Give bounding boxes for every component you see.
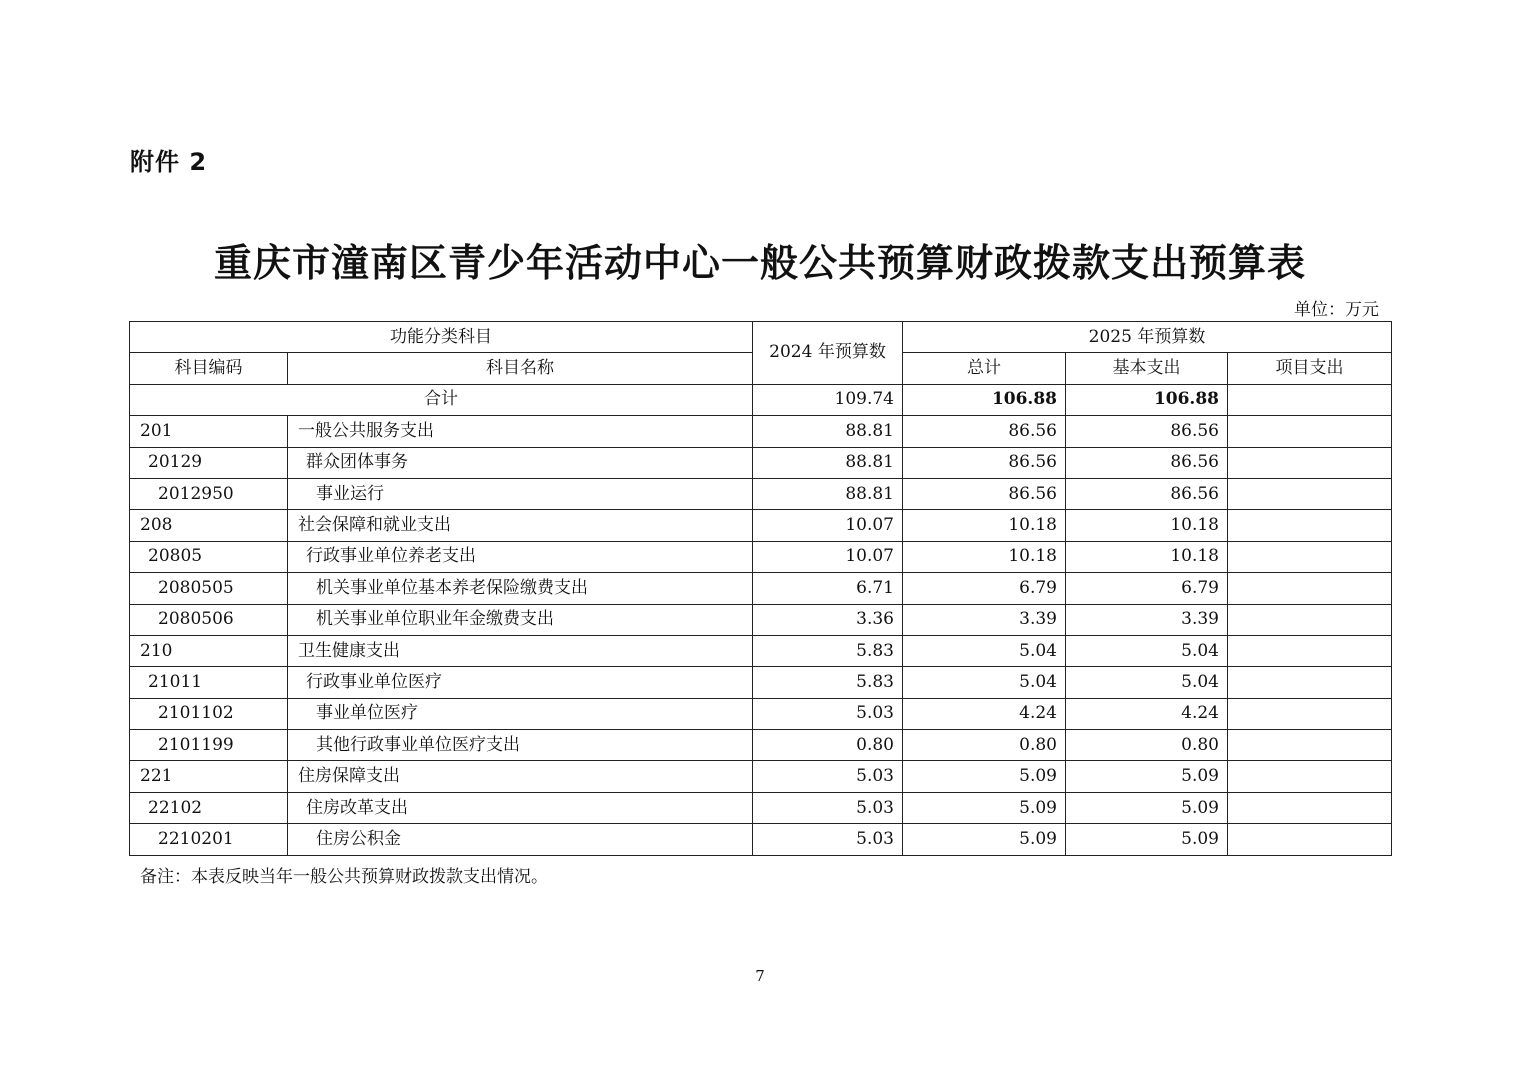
cell-basic: 5.09 xyxy=(1066,792,1228,823)
table-row xyxy=(130,698,1392,729)
cell-name: 住房公积金 xyxy=(288,824,753,855)
cell-total: 4.24 xyxy=(903,698,1066,729)
cell-basic: 10.18 xyxy=(1066,541,1228,572)
cell-y2024: 5.83 xyxy=(753,635,903,666)
cell-total: 5.09 xyxy=(903,792,1066,823)
cell-project xyxy=(1228,478,1392,509)
cell-total: 10.18 xyxy=(903,510,1066,541)
cell-basic: 5.09 xyxy=(1066,824,1228,855)
budget-table xyxy=(129,321,1392,856)
cell-project xyxy=(1228,541,1392,572)
cell-code: 210 xyxy=(130,635,288,666)
cell-basic: 6.79 xyxy=(1066,573,1228,604)
cell-basic: 0.80 xyxy=(1066,730,1228,761)
total-y2024: 109.74 xyxy=(753,384,903,415)
cell-total: 86.56 xyxy=(903,447,1066,478)
table-row xyxy=(130,541,1392,572)
cell-y2024: 6.71 xyxy=(753,573,903,604)
cell-name: 社会保障和就业支出 xyxy=(288,510,753,541)
cell-name: 机关事业单位基本养老保险缴费支出 xyxy=(288,573,753,604)
cell-basic: 5.04 xyxy=(1066,635,1228,666)
cell-basic: 86.56 xyxy=(1066,478,1228,509)
cell-total: 0.80 xyxy=(903,730,1066,761)
cell-total: 6.79 xyxy=(903,573,1066,604)
cell-project xyxy=(1228,416,1392,447)
cell-code: 2080506 xyxy=(130,604,288,635)
cell-name: 住房保障支出 xyxy=(288,761,753,792)
cell-name: 群众团体事务 xyxy=(288,447,753,478)
cell-project xyxy=(1228,510,1392,541)
cell-code: 20805 xyxy=(130,541,288,572)
cell-basic: 10.18 xyxy=(1066,510,1228,541)
cell-basic: 86.56 xyxy=(1066,416,1228,447)
cell-project xyxy=(1228,667,1392,698)
cell-total: 5.09 xyxy=(903,761,1066,792)
unit-label: 单位：万元 xyxy=(1294,300,1379,320)
cell-total: 3.39 xyxy=(903,604,1066,635)
cell-y2024: 5.03 xyxy=(753,698,903,729)
footnote: 备注：本表反映当年一般公共预算财政拨款支出情况。 xyxy=(140,867,548,887)
total-total: 106.88 xyxy=(903,384,1066,415)
table-row xyxy=(130,573,1392,604)
cell-y2024: 5.03 xyxy=(753,824,903,855)
cell-basic: 5.09 xyxy=(1066,761,1228,792)
cell-code: 2012950 xyxy=(130,478,288,509)
cell-code: 21011 xyxy=(130,667,288,698)
cell-code: 22102 xyxy=(130,792,288,823)
header-project: 项目支出 xyxy=(1228,353,1392,384)
cell-name: 住房改革支出 xyxy=(288,792,753,823)
table-row xyxy=(130,824,1392,855)
cell-y2024: 88.81 xyxy=(753,447,903,478)
cell-total: 10.18 xyxy=(903,541,1066,572)
cell-total: 86.56 xyxy=(903,478,1066,509)
cell-name: 事业运行 xyxy=(288,478,753,509)
cell-project xyxy=(1228,792,1392,823)
table-row xyxy=(130,761,1392,792)
cell-total: 5.04 xyxy=(903,635,1066,666)
cell-code: 20129 xyxy=(130,447,288,478)
table-row xyxy=(130,416,1392,447)
page-title: 重庆市潼南区青少年活动中心一般公共预算财政拨款支出预算表 xyxy=(213,240,1306,285)
cell-basic: 3.39 xyxy=(1066,604,1228,635)
cell-y2024: 5.83 xyxy=(753,667,903,698)
cell-project xyxy=(1228,604,1392,635)
budget-table-body xyxy=(130,322,1392,856)
header-code: 科目编码 xyxy=(130,353,288,384)
cell-y2024: 88.81 xyxy=(753,416,903,447)
cell-code: 208 xyxy=(130,510,288,541)
cell-basic: 86.56 xyxy=(1066,447,1228,478)
cell-y2024: 0.80 xyxy=(753,730,903,761)
cell-code: 2210201 xyxy=(130,824,288,855)
header-total: 总计 xyxy=(903,353,1066,384)
table-row xyxy=(130,510,1392,541)
header-year2024: 2024 年预算数 xyxy=(753,322,903,385)
cell-basic: 5.04 xyxy=(1066,667,1228,698)
cell-project xyxy=(1228,698,1392,729)
cell-total: 5.04 xyxy=(903,667,1066,698)
table-row xyxy=(130,478,1392,509)
cell-name: 一般公共服务支出 xyxy=(288,416,753,447)
table-row xyxy=(130,730,1392,761)
header-row-1 xyxy=(130,322,1392,353)
cell-project xyxy=(1228,824,1392,855)
cell-name: 行政事业单位医疗 xyxy=(288,667,753,698)
cell-name: 机关事业单位职业年金缴费支出 xyxy=(288,604,753,635)
total-basic: 106.88 xyxy=(1066,384,1228,415)
table-row xyxy=(130,667,1392,698)
cell-project xyxy=(1228,761,1392,792)
table-row xyxy=(130,604,1392,635)
cell-y2024: 10.07 xyxy=(753,541,903,572)
cell-code: 2080505 xyxy=(130,573,288,604)
cell-y2024: 10.07 xyxy=(753,510,903,541)
cell-name: 其他行政事业单位医疗支出 xyxy=(288,730,753,761)
cell-total: 86.56 xyxy=(903,416,1066,447)
cell-total: 5.09 xyxy=(903,824,1066,855)
total-label: 合计 xyxy=(130,384,753,415)
cell-name: 卫生健康支出 xyxy=(288,635,753,666)
cell-code: 2101199 xyxy=(130,730,288,761)
total-project xyxy=(1228,384,1392,415)
attachment-label: 附件 2 xyxy=(130,148,208,176)
cell-code: 221 xyxy=(130,761,288,792)
table-row xyxy=(130,635,1392,666)
cell-y2024: 88.81 xyxy=(753,478,903,509)
header-func-category: 功能分类科目 xyxy=(130,322,753,353)
cell-y2024: 5.03 xyxy=(753,792,903,823)
cell-project xyxy=(1228,447,1392,478)
table-row xyxy=(130,447,1392,478)
table-row xyxy=(130,792,1392,823)
cell-code: 2101102 xyxy=(130,698,288,729)
header-year2025: 2025 年预算数 xyxy=(903,322,1392,353)
header-basic: 基本支出 xyxy=(1066,353,1228,384)
total-row xyxy=(130,384,1392,415)
cell-name: 行政事业单位养老支出 xyxy=(288,541,753,572)
cell-code: 201 xyxy=(130,416,288,447)
cell-project xyxy=(1228,635,1392,666)
cell-project xyxy=(1228,730,1392,761)
cell-y2024: 3.36 xyxy=(753,604,903,635)
header-name: 科目名称 xyxy=(288,353,753,384)
cell-project xyxy=(1228,573,1392,604)
cell-basic: 4.24 xyxy=(1066,698,1228,729)
cell-name: 事业单位医疗 xyxy=(288,698,753,729)
page-number: 7 xyxy=(755,967,765,985)
cell-y2024: 5.03 xyxy=(753,761,903,792)
